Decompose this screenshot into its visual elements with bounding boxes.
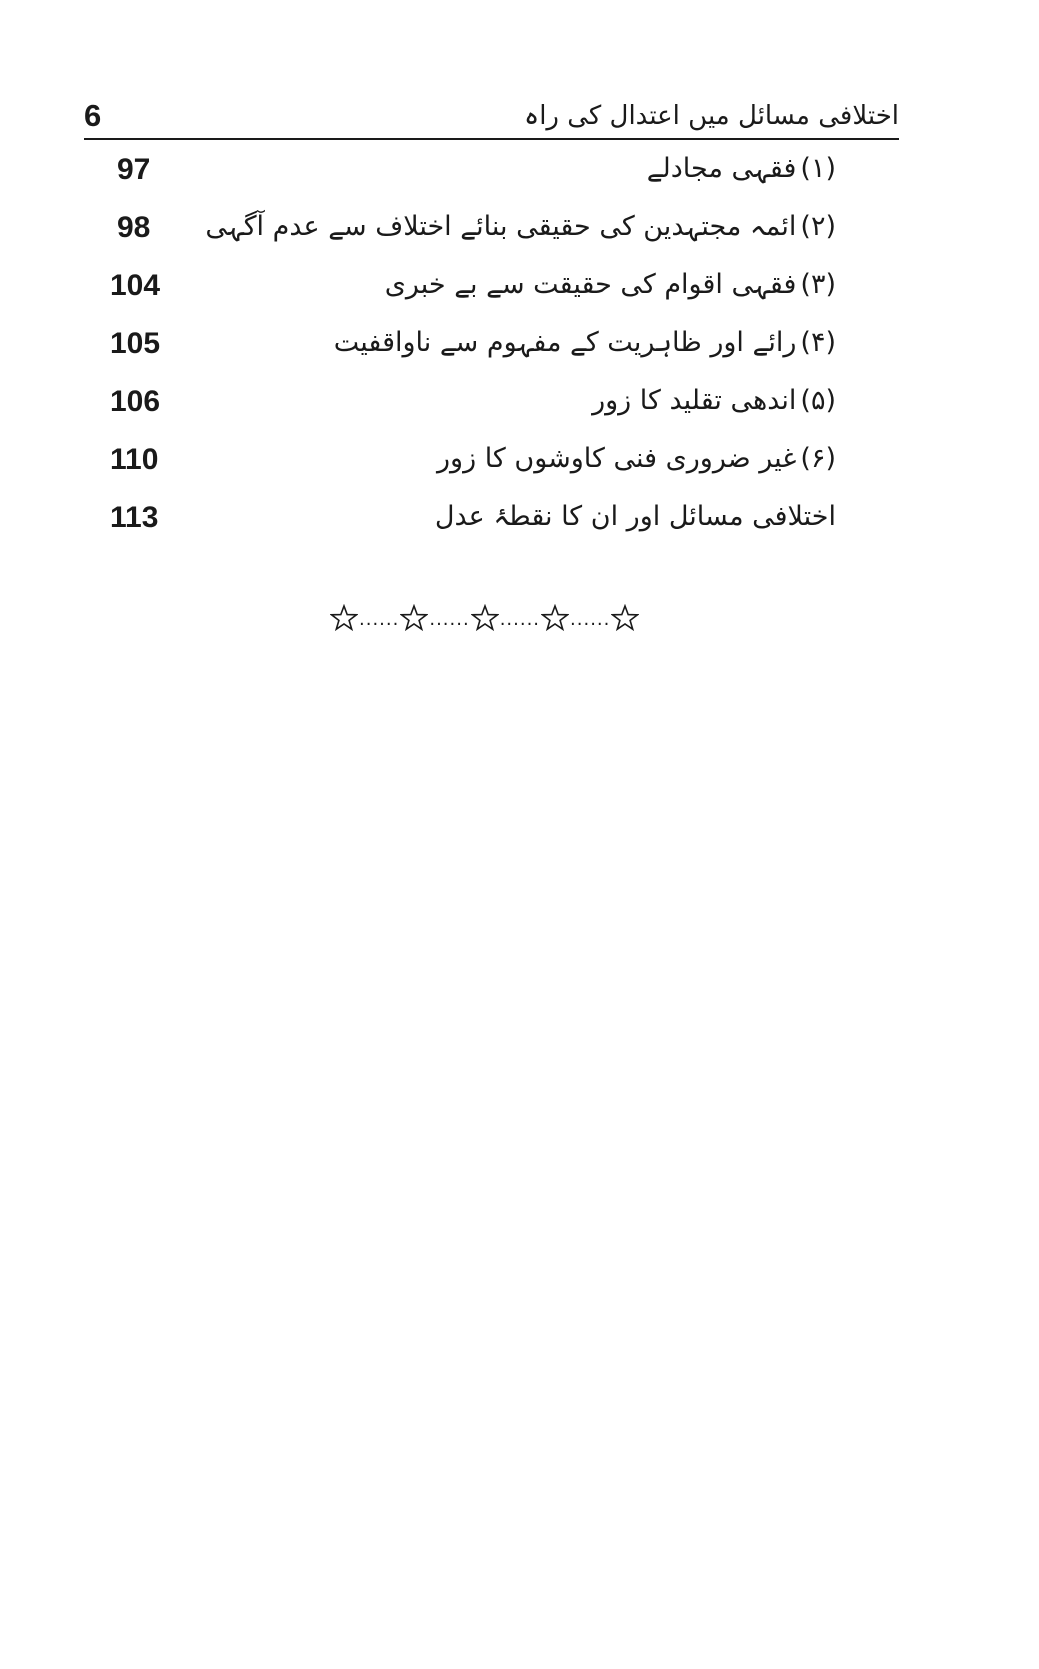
toc-title-wrap xyxy=(647,148,836,190)
toc-title-wrap xyxy=(205,206,836,248)
toc-entry xyxy=(84,374,836,428)
toc-entry-title: فقہی مجادلے xyxy=(646,153,797,184)
toc-entry-number: (۳) xyxy=(800,269,836,300)
toc-title-wrap xyxy=(437,438,836,480)
toc-entry-number: (۵) xyxy=(800,385,836,416)
toc-title-wrap xyxy=(334,322,836,364)
star-outline-icon xyxy=(330,604,358,632)
toc-page-number: 106 xyxy=(110,385,161,418)
toc-entry-number: (۱) xyxy=(800,153,836,184)
toc-page-number: 98 xyxy=(117,211,151,244)
toc-entry-title: اختلافی مسائل اور ان کا نقطۂ عدل xyxy=(434,501,836,532)
star-outline-icon xyxy=(400,604,428,632)
toc-entry xyxy=(84,432,836,486)
running-header: اختلافی مسائل میں اعتدال کی راہ xyxy=(523,101,899,131)
divider-dots: ...... xyxy=(570,609,611,630)
toc-entry-title: رائے اور ظاہریت کے مفہوم سے ناواقفیت xyxy=(333,327,797,358)
divider-dots: ...... xyxy=(499,609,541,630)
star-outline-icon xyxy=(541,604,569,632)
toc-title-wrap xyxy=(592,380,836,422)
toc-page-number: 113 xyxy=(110,501,159,534)
toc-page-number: 110 xyxy=(110,443,159,476)
toc-page-number: 104 xyxy=(110,269,161,302)
toc-entry-title: فقہی اقوام کی حقیقت سے بے خبری xyxy=(384,269,797,300)
stars-divider xyxy=(330,592,639,632)
toc-page-number: 105 xyxy=(110,327,161,360)
divider-dots: ...... xyxy=(359,609,400,630)
toc-entry-number: (۶) xyxy=(800,443,836,474)
toc-entry-title: ائمہ مجتہدین کی حقیقی بنائے اختلاف سے عدم آگہی xyxy=(205,211,797,242)
page-number: 6 xyxy=(84,98,102,133)
toc-entry xyxy=(84,316,836,370)
star-outline-icon xyxy=(471,604,499,632)
toc-entry-title: اندھی تقلید کا زور xyxy=(592,385,797,416)
star-outline-icon xyxy=(611,604,639,632)
toc-entry-number: (۴) xyxy=(800,327,836,358)
toc-page-number: 97 xyxy=(117,153,151,186)
toc-title-wrap xyxy=(385,264,836,306)
table-of-contents xyxy=(0,0,1039,640)
toc-title-wrap xyxy=(435,496,836,538)
toc-entry xyxy=(84,258,836,312)
toc-entry-number: (۲) xyxy=(800,211,836,242)
toc-entry-title: غیر ضروری فنی کاوشوں کا زور xyxy=(437,443,797,474)
toc-entry xyxy=(84,490,836,544)
toc-entry xyxy=(84,200,836,254)
toc-entry xyxy=(84,142,836,196)
divider-dots: ...... xyxy=(429,609,470,630)
